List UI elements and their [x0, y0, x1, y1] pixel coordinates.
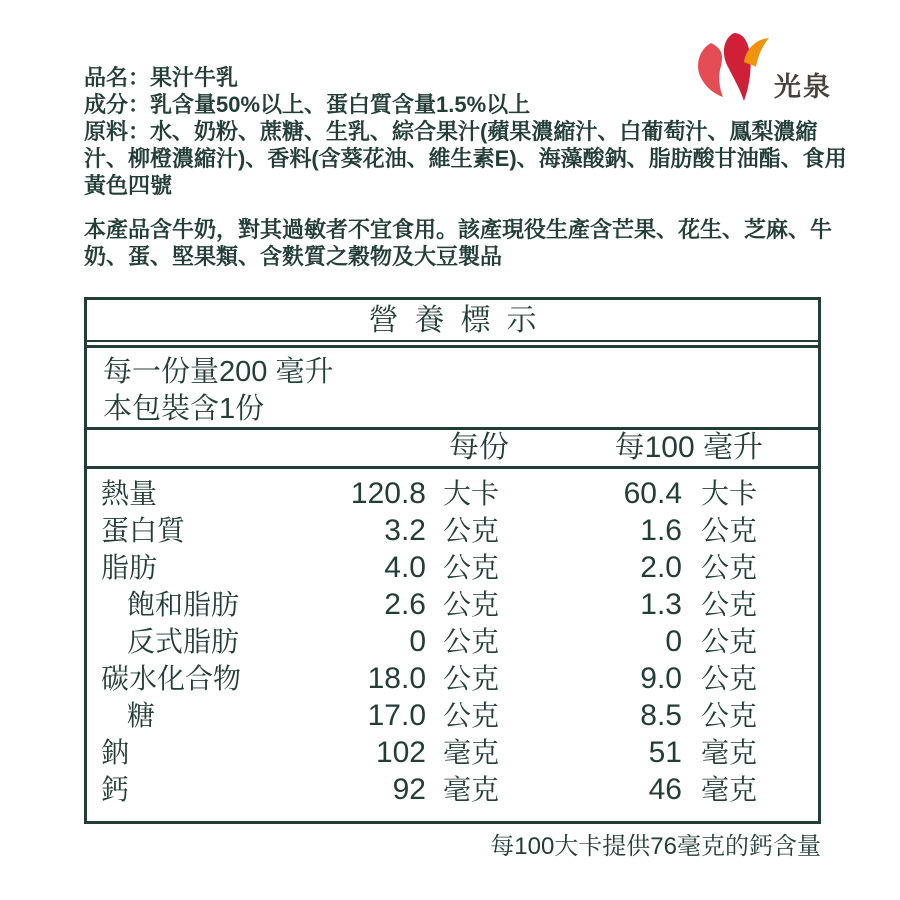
per-100ml-unit: 公克 [701, 663, 758, 694]
per-serving-unit: 公克 [443, 589, 500, 620]
nutrition-row [87, 623, 818, 660]
nutrient-label: 鈣 [101, 774, 130, 805]
nutrient-label: 反式脂肪 [127, 626, 240, 657]
per-serving-value: 4.0 [384, 551, 426, 584]
per-100ml-unit: 公克 [701, 552, 758, 583]
per-serving-value: 120.8 [350, 477, 426, 510]
per-serving-unit: 大卡 [443, 478, 500, 509]
nutrient-label: 鈉 [101, 737, 130, 768]
per-100ml-value: 51 [648, 736, 682, 769]
nutrition-row [87, 475, 818, 512]
nutrient-label: 糖 [127, 700, 156, 731]
per-100ml-value: 46 [648, 773, 682, 806]
nutrient-label: 熱量 [101, 478, 158, 509]
nutrient-label: 脂肪 [101, 552, 158, 583]
per-100ml-value: 8.5 [640, 699, 682, 732]
nutrition-row [87, 660, 818, 697]
per-100ml-value: 1.6 [640, 514, 682, 547]
per-serving-unit: 公克 [443, 700, 500, 731]
per-100ml-value: 0 [665, 625, 682, 658]
per-serving-unit: 公克 [443, 515, 500, 546]
nutrition-row [87, 512, 818, 549]
nutrition-row [87, 734, 818, 771]
per-serving-value: 2.6 [384, 588, 426, 621]
column-headers [87, 430, 818, 469]
per-serving-value: 18.0 [367, 662, 426, 695]
nutrition-title: 營養標示 [87, 300, 818, 342]
serving-info [87, 348, 818, 430]
per-100ml-unit: 公克 [701, 589, 758, 620]
calcium-footnote: 每100大卡提供76毫克的鈣含量 [490, 833, 821, 860]
nutrition-row [87, 549, 818, 586]
per-serving-value: 0 [409, 625, 426, 658]
brand-name: 光泉 [774, 72, 832, 102]
per-100ml-unit: 公克 [701, 626, 758, 657]
per-serving-unit: 毫克 [443, 774, 500, 805]
nutrition-table [84, 297, 821, 824]
per-serving-value: 3.2 [384, 514, 426, 547]
per-100ml-value: 1.3 [640, 588, 682, 621]
nutrition-rows [87, 469, 818, 808]
materials-line: 原料：水、奶粉、蔗糖、生乳、綜合果汁(蘋果濃縮汁、白葡萄汁、鳳梨濃縮汁、柳橙濃縮汁)、香料(含葵花油、維生素E)、海藻酸鈉、脂肪酸甘油酯、食用黃色四號 [84, 119, 847, 198]
per-serving-unit: 公克 [443, 663, 500, 694]
per-100ml-value: 60.4 [623, 477, 682, 510]
per-serving-unit: 公克 [443, 626, 500, 657]
per-100ml-unit: 毫克 [701, 737, 758, 768]
product-info [84, 64, 856, 199]
serving-size-line: 每一份量200 毫升 [103, 356, 334, 388]
per-serving-unit: 毫克 [443, 737, 500, 768]
per-100ml-value: 9.0 [640, 662, 682, 695]
per-100ml-unit: 公克 [701, 700, 758, 731]
nutrient-label: 蛋白質 [101, 515, 186, 546]
product-name-line: 品名：果汁牛乳 [84, 65, 239, 90]
per-100ml-unit: 大卡 [701, 478, 758, 509]
per-100ml-value: 2.0 [640, 551, 682, 584]
allergy-warning: 本產品含牛奶，對其過敏者不宜食用。該產現役生產含芒果、花生、芝麻、牛奶、蛋、堅果類、含麩質之穀物及大豆製品 [84, 217, 833, 269]
per-serving-value: 92 [392, 773, 426, 806]
col-header-per-serving: 每份 [449, 431, 509, 464]
nutrition-row [87, 697, 818, 734]
per-100ml-unit: 毫克 [701, 774, 758, 805]
nutrition-row [87, 771, 818, 808]
servings-per-package-line: 本包裝含1份 [103, 393, 265, 425]
nutrient-label: 碳水化合物 [101, 663, 242, 694]
nutrition-row [87, 586, 818, 623]
per-serving-value: 17.0 [367, 699, 426, 732]
ingredient-line: 成分：乳含量50%以上、蛋白質含量1.5%以上 [84, 92, 531, 117]
per-serving-unit: 公克 [443, 552, 500, 583]
per-100ml-unit: 公克 [701, 515, 758, 546]
per-serving-value: 102 [375, 736, 426, 769]
col-header-per-100ml: 每100 毫升 [614, 431, 763, 464]
nutrient-label: 飽和脂肪 [127, 589, 240, 620]
